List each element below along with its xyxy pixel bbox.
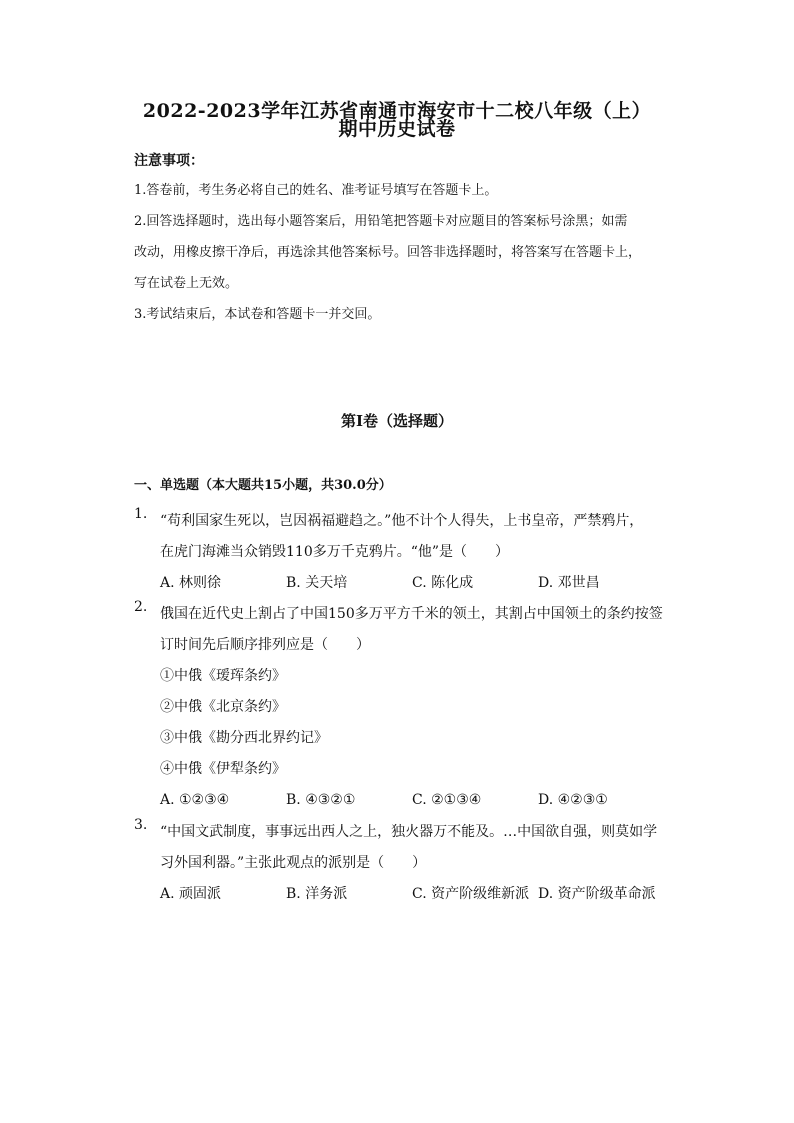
question-2 xyxy=(134,599,674,816)
question-number: 3. xyxy=(134,817,148,833)
question-stem xyxy=(160,817,674,879)
notice-item-2 xyxy=(134,206,674,299)
option-d: D. 邓世昌 xyxy=(538,575,600,591)
option-b: B. ④③②① xyxy=(286,792,356,808)
question-line: 俄国在近代史上割占了中国150多万平方千米的领土，其割占中国领土的条约按签 xyxy=(160,606,663,622)
option-c: C. 陈化成 xyxy=(412,575,474,591)
notice-item-2-line-3: 写在试卷上无效。 xyxy=(134,276,239,291)
question-number: 1. xyxy=(134,506,148,522)
options-row xyxy=(160,568,674,599)
exam-title-line1: 2022-2023学年江苏省南通市海安市十二校八年级（上） xyxy=(142,100,652,122)
exam-title-line2: 期中历史试卷 xyxy=(338,118,456,140)
question-1 xyxy=(134,506,674,599)
notice-item-1: 1.答卷前，考生务必将自己的姓名、准考证号填写在答题卡上。 xyxy=(134,183,498,198)
option-a: A. 林则徐 xyxy=(160,575,222,591)
options-row xyxy=(160,879,674,910)
option-d: D. ④②③① xyxy=(538,792,608,808)
question-line: ④中俄《伊犁条约》 xyxy=(160,761,286,777)
option-a: A. 顽固派 xyxy=(160,886,222,902)
notice-item-2-line-1: 2.回答选择题时，选出每小题答案后，用铅笔把答题卡对应题目的答案标号涂黑；如需 xyxy=(134,214,628,229)
question-stem xyxy=(160,506,674,568)
question-line: 订时间先后顺序排列应是（ ） xyxy=(160,637,370,653)
question-line: ②中俄《北京条约》 xyxy=(160,699,286,715)
option-c: C. ②①③④ xyxy=(412,792,482,808)
part-heading: 一、单选题（本大题共15小题，共30.0分） xyxy=(134,478,392,493)
option-b: B. 洋务派 xyxy=(286,886,348,902)
question-line: “中国文武制度，事事远出西人之上，独火器万不能及。…中国欲自强，则莫如学 xyxy=(160,824,658,840)
question-stem xyxy=(160,599,674,785)
question-3 xyxy=(134,817,674,910)
option-a: A. ①②③④ xyxy=(160,792,230,808)
question-line: “苟利国家生死以，岂因祸福避趋之。”他不计个人得失，上书皇帝，严禁鸦片， xyxy=(160,513,644,529)
option-d: D. 资产阶级革命派 xyxy=(538,886,656,902)
question-number: 2. xyxy=(134,599,148,615)
notice-item-3: 3.考试结束后，本试卷和答题卡一并交回。 xyxy=(134,307,381,322)
option-c: C. 资产阶级维新派 xyxy=(412,886,530,902)
question-line: 在虎门海滩当众销毁110多万千克鸦片。“他”是（ ） xyxy=(160,544,510,560)
options-row xyxy=(160,785,674,816)
notice-heading: 注意事项： xyxy=(134,153,204,169)
notice-item-2-line-2: 改动，用橡皮擦干净后，再选涂其他答案标号。回答非选择题时，将答案写在答题卡上， xyxy=(134,245,642,260)
question-line: ①中俄《瑷珲条约》 xyxy=(160,668,286,684)
question-line: ③中俄《勘分西北界约记》 xyxy=(160,730,328,746)
option-b: B. 关天培 xyxy=(286,575,348,591)
question-line: 习外国利器。”主张此观点的派别是（ ） xyxy=(160,855,427,871)
section-title: 第I卷（选择题） xyxy=(340,412,454,430)
